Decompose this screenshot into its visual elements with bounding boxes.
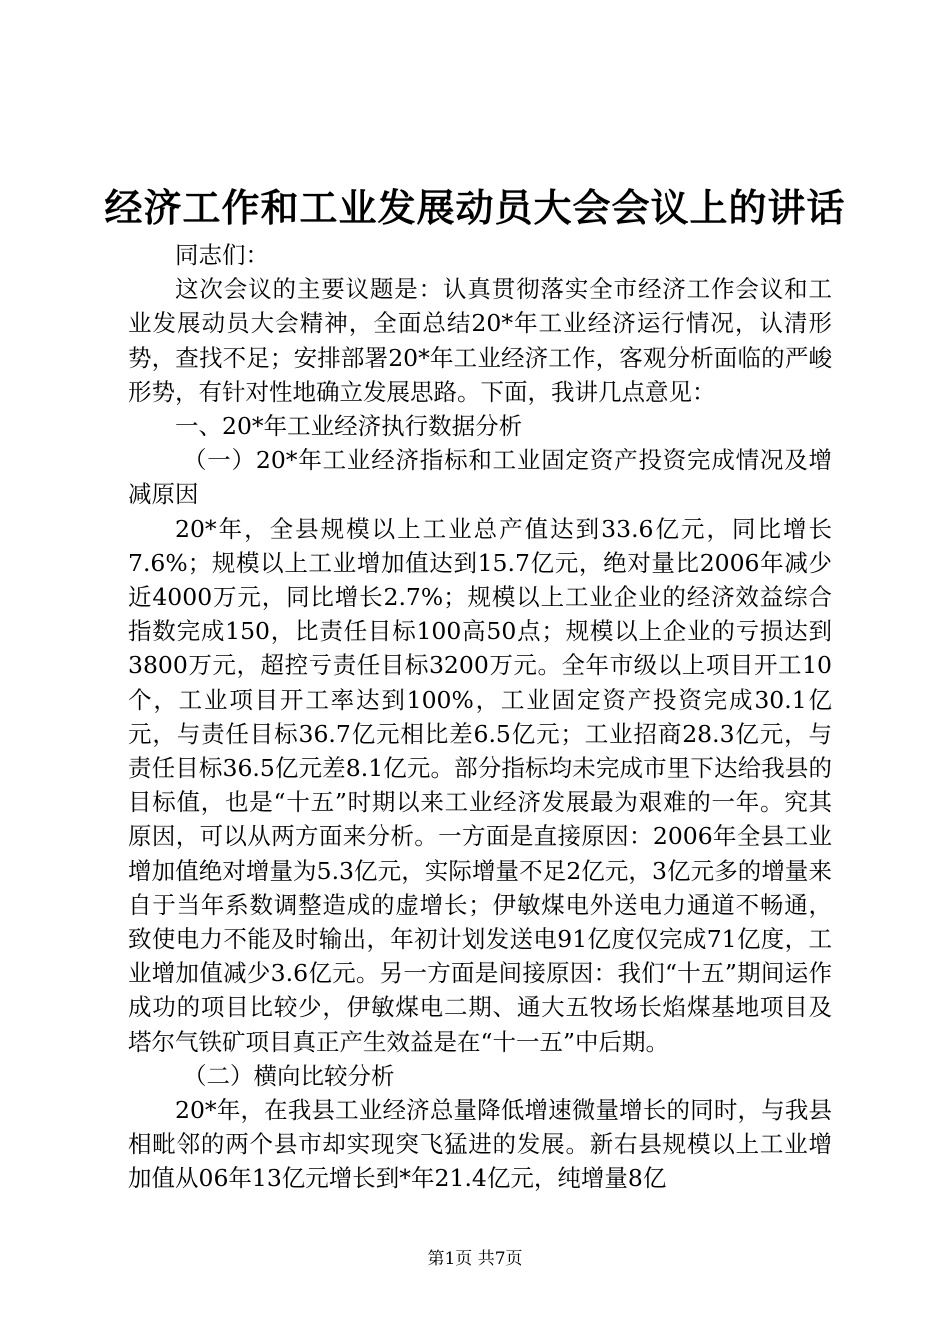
paragraph-analysis: 20*年，全县规模以上工业总产值达到33.6亿元，同比增长7.6%；规模以上工业增加值达到15.7亿元，绝对量比2006年减少近4000万元，同比增长2.7%；规模以上工业企业的经济效益综合指数完成150，比责任目标100高50点；规模以上企业的亏损达到3800万元，超控亏责任目标3200万元。全年市级以上项目开工10个，工业项目开工率达到100%，工业固定资产投资完成30.1亿元，与责任目标36.7亿元相比差6.5亿元；工业招商28.3亿元，与责任目标36.5亿元差8.1亿元。部分指标均未完成市里下达给我县的目标值，也是“十五”时期以来工业经济发展最为艰难的一年。究其原因，可以从两方面来分析。一方面是直接原因：2006年全县工业增加值绝对增量为5.3亿元，实际增量不足2亿元，3亿元多的增量来自于当年系数调整造成的虚增长；伊敏煤电外送电力通道不畅通，致使电力不能及时输出，年初计划发送电91亿度仅完成71亿度，工业增加值减少3.6亿元。另一方面是间接原因：我们“十五”期间运作成功的项目比较少，伊敏煤电二期、通大五牧场长焰煤基地项目及塔尔气铁矿项目真正产生效益是在“十一五”中后期。 (128, 514, 832, 1056)
section-heading-1: 一、20*年工业经济执行数据分析 (175, 412, 523, 441)
document-body (128, 238, 832, 1196)
document-title: 经济工作和工业发展动员大会会议上的讲话 (104, 185, 846, 230)
subsection-heading-1: （一）20*年工业经济指标和工业固定资产投资完成情况及增减原因 (128, 446, 832, 509)
paragraph-comparison: 20*年，在我县工业经济总量降低增速微量增长的同时，与我县相毗邻的两个县市却实现突飞猛进的发展。新右县规模以上工业增加值从06年13亿元增长到*年21.4亿元，纯增量8亿 (128, 1096, 832, 1193)
salutation: 同志们： (175, 241, 269, 269)
subsection-heading-2: （二）横向比较分析 (183, 1061, 395, 1090)
page-footer: 第1页 共7页 (427, 1249, 523, 1269)
paragraph-intro: 这次会议的主要议题是：认真贯彻落实全市经济工作会议和工业发展动员大会精神，全面总结20*年工业经济运行情况，认清形势，查找不足；安排部署20*年工业经济工作，客观分析面临的严峻形势，有针对性地确立发展思路。下面，我讲几点意见： (128, 275, 832, 406)
